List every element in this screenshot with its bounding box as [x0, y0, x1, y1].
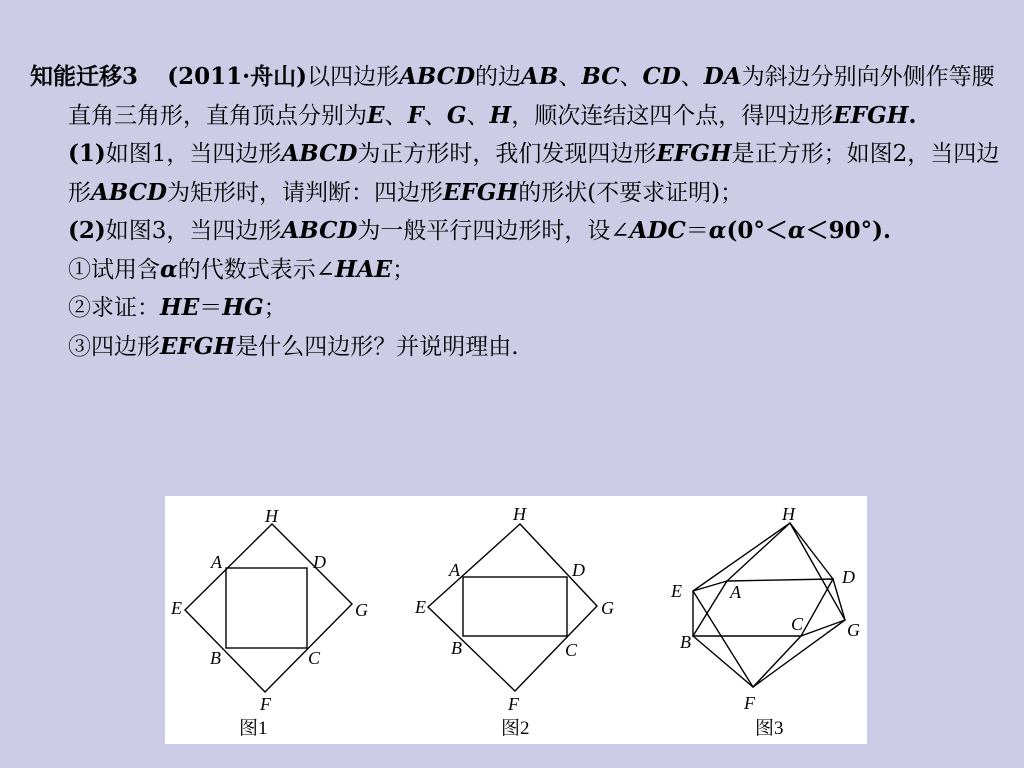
- part-number: (2): [68, 217, 106, 244]
- square-abcd-1: [226, 568, 307, 648]
- math-abcd: ABCD: [399, 63, 476, 90]
- math-efgh: EFGH: [160, 332, 236, 360]
- circled-number: ②: [68, 295, 91, 321]
- text-span: 的形状(不要求证明)；: [518, 179, 744, 206]
- label-a-3: A: [730, 582, 741, 602]
- text-span: 、: [619, 64, 643, 90]
- label-e-3: E: [671, 581, 682, 601]
- triangle-ahd-3: [727, 523, 833, 581]
- label-c-3: C: [791, 614, 804, 634]
- text-span: 、: [423, 102, 447, 129]
- text-span: 的边: [475, 64, 522, 90]
- label-h-3: H: [782, 504, 795, 524]
- text-span: 为斜边分别向外侧作等腰直角三角形，直角顶点分别为: [68, 64, 995, 129]
- caption-figure-3: 图3: [755, 718, 784, 739]
- label-b-1: B: [210, 648, 221, 668]
- text-span: ；: [263, 295, 287, 321]
- label-f-3: F: [744, 693, 755, 713]
- text-span: 、: [466, 102, 490, 129]
- label-e-2: E: [415, 597, 426, 617]
- rect-abcd-2: [463, 577, 567, 636]
- label-g-1: G: [355, 600, 368, 620]
- label-f-2: F: [508, 694, 519, 714]
- math-hg: HG: [222, 294, 264, 321]
- text-span: ，顺次连结这四个点，得四边形: [511, 102, 834, 129]
- text-span: 是正方形；如图2，当四边形: [68, 141, 1000, 206]
- math-g: G: [446, 101, 467, 129]
- part-1: [30, 135, 1005, 212]
- text-span: 、: [384, 102, 408, 129]
- figure-3: [693, 523, 845, 687]
- math-efgh: EFGH: [833, 101, 909, 129]
- text-span: 是什么四边形？并说明理由.: [235, 333, 519, 360]
- label-e-1: E: [171, 598, 182, 618]
- figures-panel: [165, 496, 867, 744]
- label-c-2: C: [565, 640, 578, 660]
- label-a-1: A: [211, 552, 222, 572]
- text-span: 、: [558, 64, 582, 90]
- problem-source: (2011·舟山): [167, 63, 308, 90]
- text-span: 的代数式表示∠: [177, 256, 335, 283]
- math-adc: ADC: [629, 217, 686, 244]
- text-span: 求证：: [91, 295, 160, 321]
- math-abcd: ABCD: [91, 178, 167, 206]
- triangle-cfb-3: [693, 636, 801, 687]
- math-alpha: α: [787, 217, 806, 244]
- math-efgh: EFGH: [656, 140, 732, 167]
- text-span: 四边形: [91, 333, 160, 360]
- label-c-1: C: [308, 648, 321, 668]
- math-alpha: α: [708, 217, 727, 244]
- figure-2: [428, 524, 597, 691]
- text-span: ＝: [199, 295, 223, 321]
- geometry-figures: [165, 496, 867, 744]
- label-b-2: B: [451, 638, 462, 658]
- math-ab: AB: [521, 63, 559, 90]
- text-span: 、: [680, 64, 704, 90]
- math-h: H: [489, 101, 512, 129]
- text-span: 为一般平行四边形时，设∠: [357, 218, 630, 244]
- math-cd: CD: [642, 63, 681, 90]
- math-he: HE: [160, 294, 200, 321]
- text-span: ；: [392, 256, 416, 283]
- label-d-1: D: [313, 552, 326, 572]
- quad-efgh-3: [693, 523, 845, 687]
- math-abcd: ABCD: [281, 217, 358, 244]
- parallelogram-abcd-3: [693, 579, 833, 636]
- text-span: 以四边形: [307, 64, 400, 90]
- part-number: (1): [68, 140, 106, 167]
- text-span: ＝: [685, 218, 709, 244]
- part-2: [30, 212, 1005, 251]
- problem-label: 知能迁移3: [30, 63, 139, 90]
- question-2: [30, 289, 1005, 328]
- question-1: [30, 251, 1005, 290]
- math-efgh: EFGH: [442, 178, 519, 206]
- label-d-2: D: [572, 560, 585, 580]
- math-abcd: ABCD: [281, 140, 358, 167]
- math-e: E: [367, 101, 385, 129]
- label-d-3: D: [842, 567, 855, 587]
- math-bc: BC: [581, 63, 620, 90]
- quad-efgh-2: [428, 524, 597, 691]
- caption-figure-2: 图2: [501, 718, 530, 739]
- math-da: DA: [703, 63, 742, 90]
- label-h-2: H: [513, 504, 526, 524]
- text-span: 如图3，当四边形: [105, 218, 282, 244]
- label-g-2: G: [601, 598, 614, 618]
- label-f-1: F: [260, 694, 271, 714]
- label-b-3: B: [680, 632, 691, 652]
- text-span: ＜90°).: [805, 217, 891, 244]
- math-alpha: α: [160, 255, 178, 283]
- text-span: 如图1，当四边形: [105, 141, 282, 167]
- text-span: .: [908, 101, 917, 129]
- label-h-1: H: [265, 506, 278, 526]
- circled-number: ①: [68, 256, 91, 283]
- text-span: 为矩形时，请判断：四边形: [166, 179, 443, 206]
- circled-number: ③: [68, 333, 91, 360]
- problem-intro: [30, 58, 1005, 135]
- text-span: 试用含: [91, 256, 160, 283]
- label-a-2: A: [449, 560, 460, 580]
- problem-text: [30, 58, 1005, 366]
- text-span: 为正方形时，我们发现四边形: [357, 141, 657, 167]
- question-3: [30, 328, 1005, 367]
- caption-figure-1: 图1: [239, 718, 268, 739]
- math-f: F: [407, 101, 424, 129]
- text-span: (0°＜: [726, 217, 788, 244]
- label-g-3: G: [847, 620, 860, 640]
- math-hae: HAE: [334, 255, 393, 283]
